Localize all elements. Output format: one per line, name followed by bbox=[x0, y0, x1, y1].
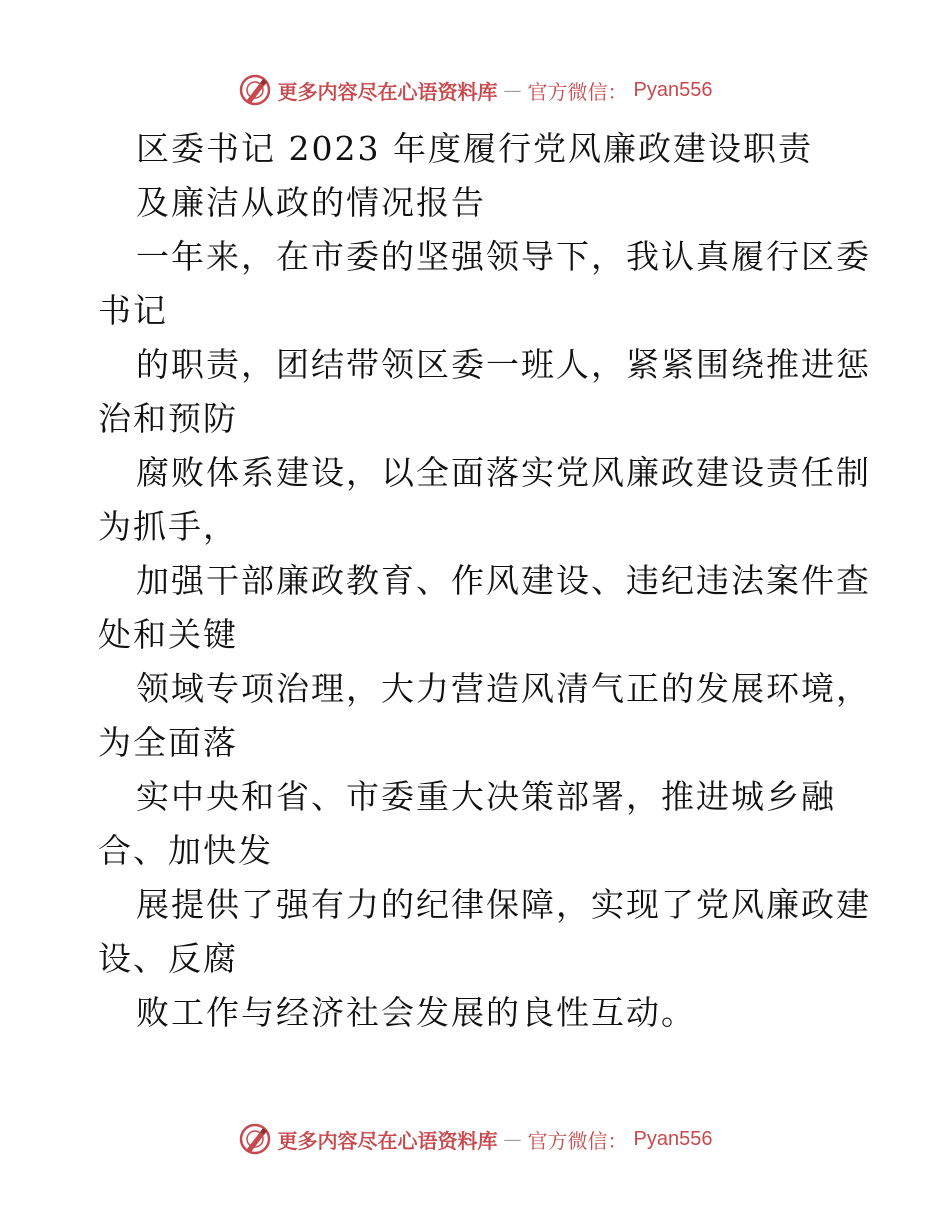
text-line: 的职责，团结带领区委一班人，紧紧围绕推进惩 bbox=[136, 345, 871, 384]
text-line: 治和预防 bbox=[98, 399, 238, 438]
text-line: 书记 bbox=[98, 291, 168, 330]
text-line: 加强干部廉政教育、作风建设、违纪违法案件查 bbox=[136, 561, 871, 600]
banner-slogan: 更多内容尽在心语资料库 bbox=[277, 1128, 498, 1153]
banner-wechat-id: Pyan556 bbox=[633, 78, 713, 101]
text-line: 领域专项治理，大力营造风清气正的发展环境， bbox=[136, 669, 871, 708]
footer-watermark-banner bbox=[0, 1119, 950, 1159]
banner-slogan: 更多内容尽在心语资料库 bbox=[277, 79, 498, 104]
text-line: 处和关键 bbox=[98, 615, 238, 654]
text-line: 腐败体系建设，以全面落实党风廉政建设责任制 bbox=[136, 453, 871, 492]
banner-dash: — bbox=[503, 79, 522, 101]
text-line: 为全面落 bbox=[98, 723, 238, 762]
banner-wechat-label: 官方微信： bbox=[527, 79, 628, 104]
pen-logo-icon bbox=[238, 1122, 272, 1156]
text-line: 实中央和省、市委重大决策部署，推进城乡融 bbox=[136, 777, 836, 816]
text-line: 为抓手， bbox=[98, 507, 238, 546]
text-line: 及廉洁从政的情况报告 bbox=[136, 183, 486, 222]
banner-wechat-id: Pyan556 bbox=[633, 1127, 713, 1150]
text-line: 区委书记 2023 年度履行党风廉政建设职责 bbox=[136, 129, 813, 168]
banner-dash: — bbox=[503, 1128, 522, 1150]
text-line: 展提供了强有力的纪律保障，实现了党风廉政建 bbox=[136, 885, 871, 924]
banner-wechat-label: 官方微信： bbox=[527, 1128, 628, 1153]
text-line: 一年来，在市委的坚强领导下，我认真履行区委 bbox=[136, 237, 871, 276]
pen-logo-icon bbox=[238, 73, 272, 107]
document-body bbox=[98, 122, 871, 1040]
header-watermark-banner bbox=[0, 70, 950, 110]
text-line: 败工作与经济社会发展的良性互动。 bbox=[136, 993, 696, 1032]
text-line: 设、反腐 bbox=[98, 939, 238, 978]
text-line: 合、加快发 bbox=[98, 831, 273, 870]
